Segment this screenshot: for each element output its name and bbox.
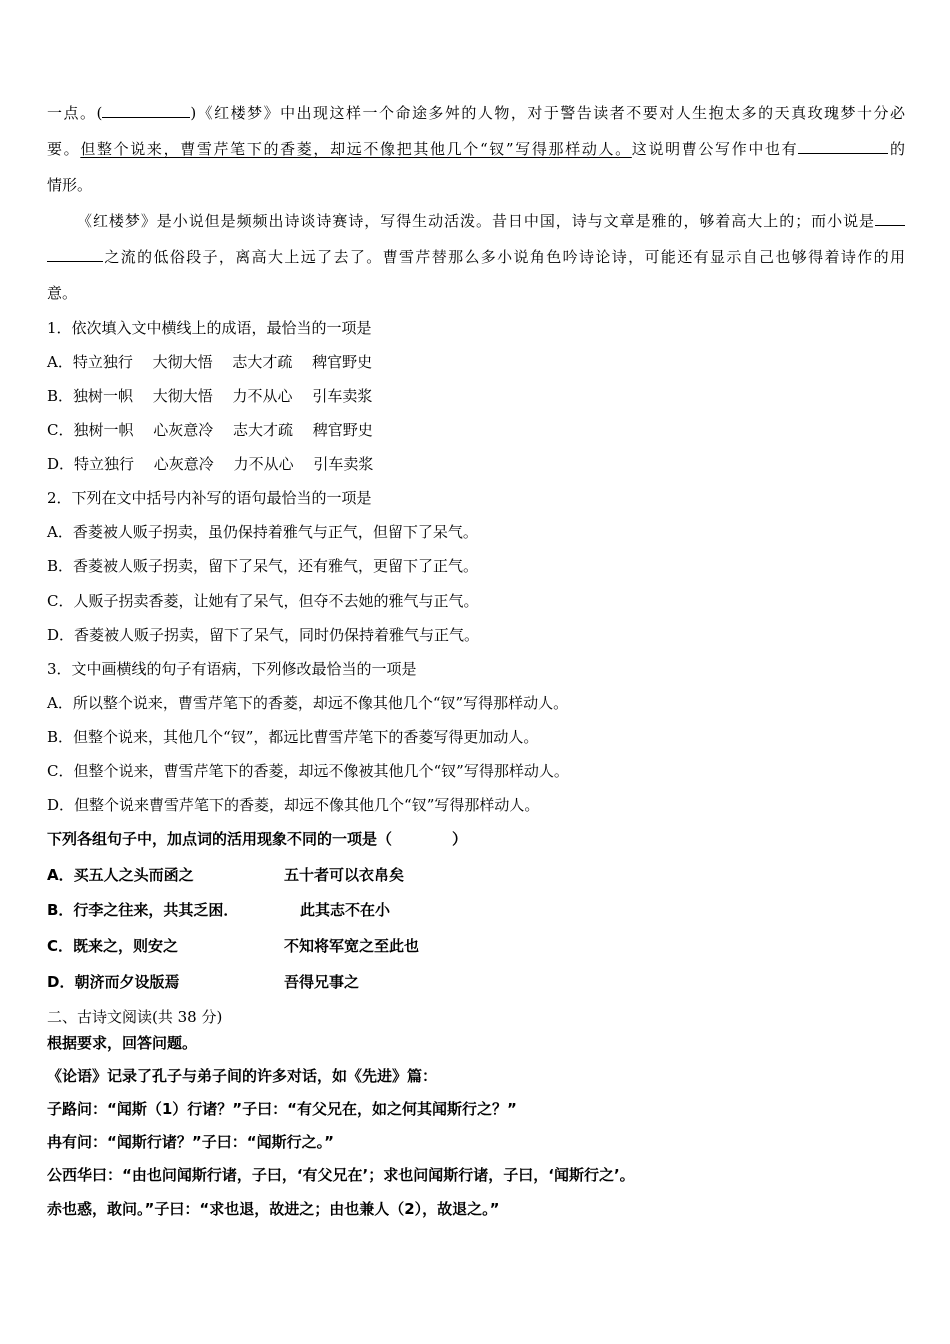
section-instruction: 根据要求，回答问题。 [47,1034,198,1052]
passage-text: 的 [888,140,905,158]
option-left: A．买五人之头而函之 [47,866,194,884]
option-right: 不知将军宽之至此也 [284,937,420,955]
option-b: B．独树一帜 大彻大悟 力不从心 引车卖浆 [47,387,373,405]
passage-text: 之流的低俗段子，离高大上远了去了。曹雪芹替那么多小说角色吟诗论诗，可能还有显示自己也够得着诗作的用 [103,248,905,266]
question-stem: 1．依次填入文中横线上的成语，最恰当的一项是 [47,319,372,337]
passage-line [47,239,905,275]
option-b: B．但整个说来，其他几个“钗”，都远比曹雪芹笔下的香菱写得更加动人。 [47,728,539,746]
option-d: D．香菱被人贩子拐卖，留下了呆气，同时仍保持着雅气与正气。 [47,626,480,644]
option-d: D．特立独行 心灰意冷 力不从心 引车卖浆 [47,455,374,473]
question-stem: 2．下列在文中括号内补写的语句最恰当的一项是 [47,489,372,507]
passage-line [77,203,905,239]
option-a [47,865,405,885]
option-a: A．香菱被人贩子拐卖，虽仍保持着雅气与正气，但留下了呆气。 [47,523,478,541]
option-b [47,900,391,920]
option-c [47,936,420,956]
fill-blank [102,103,190,118]
option-c: C．但整个说来，曹雪芹笔下的香菱，却远不像被其他几个“钗”写得那样动人。 [47,762,569,780]
option-left: B．行李之往来，共其乏困． [47,901,239,919]
option-d [47,972,360,992]
passage-text: 一点。( [47,104,103,122]
fill-blank [47,247,103,262]
passage-line [47,95,905,131]
text-line: 公西华曰：“由也问闻斯行诸，子曰，‘有父兄在’；求也问闻斯行诸，子曰，‘闻斯行之’。 [47,1166,635,1184]
option-d: D．但整个说来曹雪芹笔下的香菱，却远不像其他几个“钗”写得那样动人。 [47,796,540,814]
passage-text: )《红楼梦》中出现这样一个命途多舛的人物，对于警告读者不要对人生抱太多的天真玫瑰梦十分必 [190,104,905,122]
passage-text: 要。 [47,140,81,158]
passage-line [47,131,905,167]
section-heading: 二、古诗文阅读(共 38 分) [47,1008,223,1026]
option-left: D．朝济而夕设版焉 [47,973,180,991]
text-line: 《论语》记录了孔子与弟子间的许多对话，如《先进》篇： [47,1067,438,1085]
option-c: C．人贩子拐卖香菱，让她有了呆气，但夺不去她的雅气与正气。 [47,592,479,610]
passage-text: 意。 [47,284,78,302]
text-line: 赤也惑，敢问。”子曰：“求也退，故进之；由也兼人（2），故退之。” [47,1200,500,1218]
option-left: C．既来之，则安之 [47,937,179,955]
option-c: C．独树一帜 心灰意冷 志大才疏 稗官野史 [47,421,373,439]
option-right: 五十者可以衣帛矣 [284,866,405,884]
question-stem: 下列各组句子中，加点词的活用现象不同的一项是（ ） [47,830,468,848]
text-line: 子路问：“闻斯（1）行诸？”子曰：“有父兄在，如之何其闻斯行之？” [47,1100,517,1118]
fill-blank [875,211,905,226]
option-right: 吾得兄事之 [284,973,360,991]
underlined-sentence: 但整个说来，曹雪芹笔下的香菱，却远不像把其他几个“钗”写得那样动人。 [80,140,632,158]
passage-text: 情形。 [47,176,93,194]
option-a: A．所以整个说来，曹雪芹笔下的香菱，却远不像其他几个“钗”写得那样动人。 [47,694,569,712]
text-line: 冉有问：“闻斯行诸？”子曰：“闻斯行之。” [47,1133,334,1151]
fill-blank [798,139,888,154]
passage-text: 《红楼梦》是小说但是频频出诗谈诗赛诗，写得生动活泼。昔日中国，诗与文章是雅的，够着高大上的；而小说是 [77,212,875,230]
option-right: 此其志不在小 [300,901,391,919]
option-b: B．香菱被人贩子拐卖，留下了呆气，还有雅气，更留下了正气。 [47,557,479,575]
option-a: A．特立独行 大彻大悟 志大才疏 稗官野史 [47,353,373,371]
question-stem: 3．文中画横线的句子有语病，下列修改最恰当的一项是 [47,660,417,678]
passage-text: 这说明曹公写作中也有 [631,140,799,158]
passage-line [47,167,905,203]
passage-line [47,275,905,311]
